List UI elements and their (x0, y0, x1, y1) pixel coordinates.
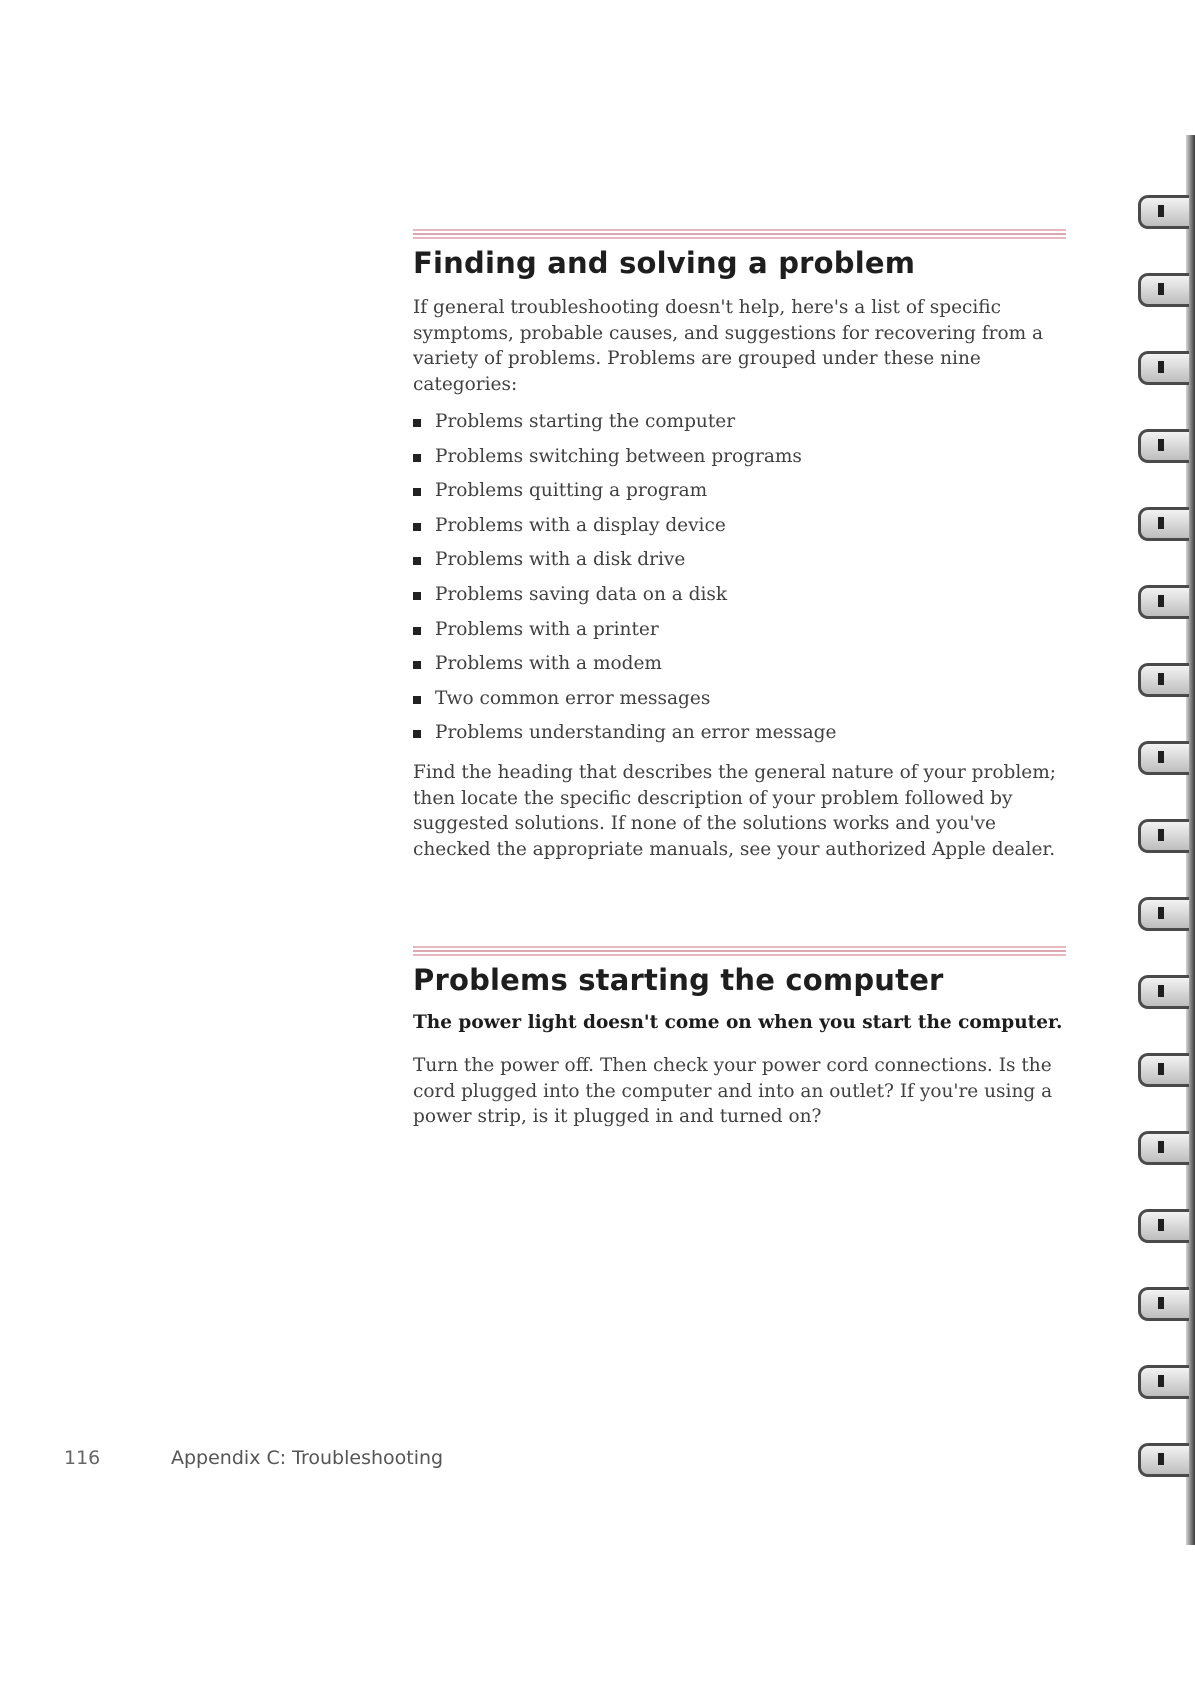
list-item: Problems with a disk drive (413, 543, 836, 578)
solution-paragraph: Turn the power off. Then check your power cord connections. Is the cord plugged into the computer and into an outlet? If you're using a power strip, is it plugged in and turned on? (413, 1055, 1053, 1127)
bullet-square-icon (413, 419, 421, 427)
section-divider (413, 946, 1066, 958)
section-divider (413, 229, 1066, 241)
section-heading-finding: Finding and solving a problem (413, 246, 916, 280)
category-list (413, 405, 836, 751)
list-item: Problems with a printer (413, 613, 836, 648)
list-item: Problems saving data on a disk (413, 578, 836, 613)
list-item: Problems starting the computer (413, 405, 836, 440)
section-heading-starting: Problems starting the computer (413, 963, 944, 997)
bullet-square-icon (413, 627, 421, 635)
outro-paragraph: Find the heading that describes the general nature of your problem; then locate the specific description of your problem followed by suggested solutions. If none of the solutions works and you've checked the appropriate manuals, see your authorized Apple dealer. (413, 762, 1056, 860)
symptom-heading: The power light doesn't come on when you start the computer. (413, 1012, 1063, 1033)
bullet-square-icon (413, 730, 421, 738)
list-item: Problems with a display device (413, 509, 836, 544)
list-item: Problems quitting a program (413, 474, 836, 509)
bullet-square-icon (413, 696, 421, 704)
bullet-square-icon (413, 454, 421, 462)
bullet-square-icon (413, 557, 421, 565)
bullet-square-icon (413, 488, 421, 496)
list-item: Two common error messages (413, 682, 836, 717)
intro-paragraph: If general troubleshooting doesn't help, here's a list of specific symptoms, probable causes, and suggestions for recovering from a variety of problems. Problems are grouped under these nine categories: (413, 297, 1044, 395)
page-number: 116 (64, 1447, 101, 1469)
bullet-square-icon (413, 592, 421, 600)
list-item: Problems understanding an error message (413, 716, 836, 751)
bullet-square-icon (413, 523, 421, 531)
list-item: Problems with a modem (413, 647, 836, 682)
running-footer: Appendix C: Troubleshooting (171, 1447, 444, 1469)
spiral-binding (1116, 135, 1195, 1545)
bullet-square-icon (413, 661, 421, 669)
list-item: Problems switching between programs (413, 440, 836, 475)
